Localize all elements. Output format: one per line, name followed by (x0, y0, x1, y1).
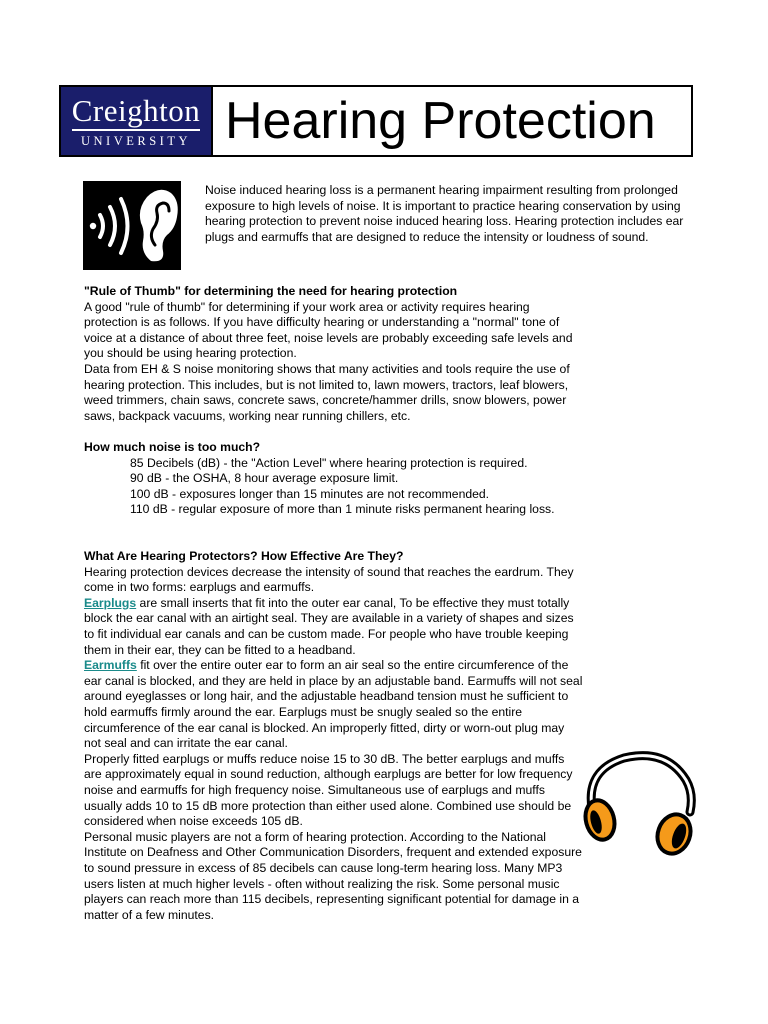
ear-sound-icon (83, 181, 181, 270)
noise-heading: How much noise is too much? (84, 439, 261, 454)
creighton-logo (61, 87, 213, 155)
earplugs-link[interactable]: Earplugs (84, 595, 137, 610)
logo-name: Creighton (71, 92, 201, 128)
logo-divider (72, 129, 200, 131)
spacer (84, 518, 584, 534)
music-players-paragraph: Personal music players are not a form of hearing protection. According to the National Institute on Deafness and Other Communication Disorders, frequent and extended exposure to sound pressure in excess of 85 decibels can cause long-term hearing loss. Many MP3 users listen at much higher levels - often without realizing the risk. Some personal music players can reach more than 115 decibels, representing significant potential for damage in a matter of a few minutes. (84, 829, 582, 922)
page-title: Hearing Protection (225, 92, 656, 150)
rule-of-thumb-paragraph: A good "rule of thumb" for determining if your work area or activity requires hearing protection is as follows. If you have difficulty hearing or understanding a "normal" tone of voice at a distance of about three feet, noise levels are probably exceeding safe levels and you should be using hearing protection. (84, 299, 573, 361)
intro-paragraph: Noise induced hearing loss is a permanent hearing impairment resulting from prolonged exposure to high levels of noise. It is important to practice hearing conservation by using hearing protection to prevent noise induced hearing loss. Hearing protection includes ear plugs and earmuffs that are designed to reduce the intensity or loudness of sound. (205, 183, 684, 244)
earmuffs-link[interactable]: Earmuffs (84, 658, 137, 673)
protectors-intro: Hearing protection devices decrease the intensity of sound that reaches the eardrum. They come in two forms: earplugs and earmuffs. (84, 564, 574, 595)
earmuffs-paragraph (84, 658, 584, 752)
noise-level-item: 100 dB - exposures longer than 15 minutes are not recommended. (130, 486, 490, 501)
earmuffs-text: fit over the entire outer ear to form an air seal so the entire circumference of the ear canal is blocked, and they are held in place by an adjustable band. Earmuffs will not seal around eyeglasses or long hair, and the adjustable headband tension must he sufficient to hold earmuffs firmly around the ear. Earplugs must be snugly sealed so the entire circumference of the ear canal is blocked. An improperly fitted, dirty or worn-out plug may not seal and can irritate the ear canal. (84, 658, 583, 751)
main-content (84, 284, 584, 923)
earplugs-paragraph (84, 596, 584, 658)
spacer (84, 424, 584, 440)
noise-level-item: 85 Decibels (dB) - the "Action Level" where hearing protection is required. (130, 455, 528, 470)
effectiveness-paragraph: Properly fitted earplugs or muffs reduce noise 15 to 30 dB. The better earplugs and muffs are approximately equal in sound reduction, although earplugs are better for low frequency noise and earmuffs for high frequency noise. Simultaneous use of earplugs and muffs usually adds 10 to 15 dB more protection than either used alone. Combined use should be considered when noise exceeds 105 dB. (84, 751, 573, 829)
rule-of-thumb-heading: "Rule of Thumb" for determining the need for hearing protection (84, 284, 458, 298)
eh-s-data-paragraph: Data from EH & S noise monitoring shows that many activities and tools require the use of hearing protection. This includes, but is not limited to, lawn mowers, tractors, leaf blowers, weed trimmers, chain saws, concrete saws, concrete/hammer drills, snow blowers, power saws, backpack vacuums, working near running chillers, etc. (84, 361, 570, 423)
noise-level-item: 90 dB - the OSHA, 8 hour average exposure limit. (130, 471, 399, 486)
spacer (84, 534, 584, 550)
noise-level-item: 110 dB - regular exposure of more than 1 minute risks permanent hearing loss. (130, 502, 555, 517)
logo-subtitle: UNIVERSITY (81, 133, 191, 148)
earplugs-text: are small inserts that fit into the outer ear canal, To be effective they must totally block the ear canal with an airtight seal. They are available in a variety of shapes and sizes to fit individual ear canals and can be custom made. For people who have trouble keeping them in their ear, they can be fitted to a headband. (84, 595, 574, 657)
headphones-icon (578, 750, 696, 856)
page-header (59, 85, 693, 157)
protectors-heading: What Are Hearing Protectors? How Effective Are They? (84, 549, 404, 564)
